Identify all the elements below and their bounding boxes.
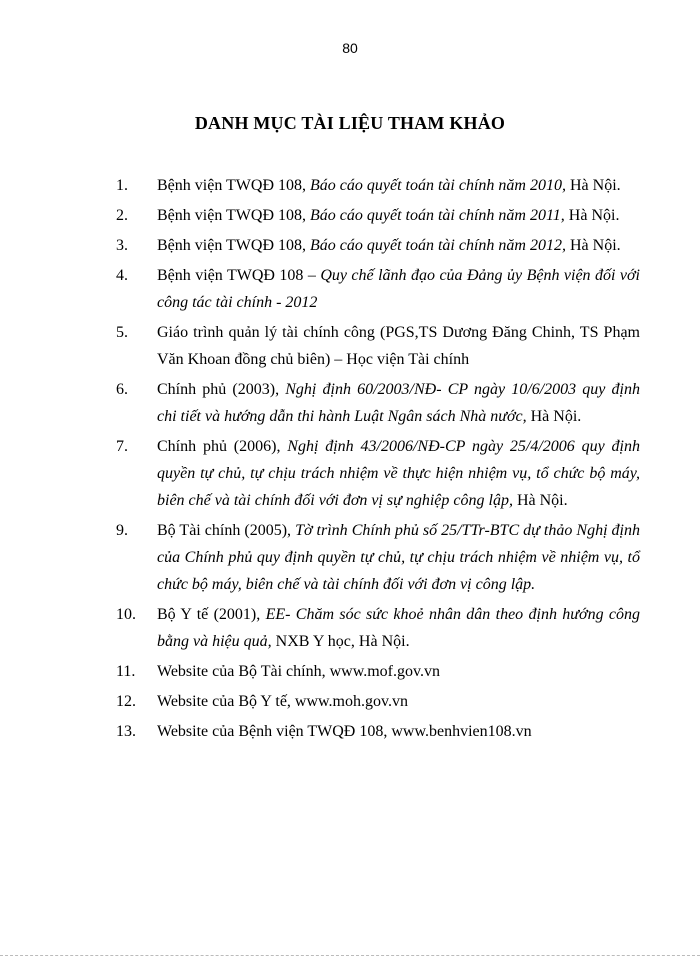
reference-number: 6. xyxy=(116,381,128,398)
reference-text xyxy=(157,172,640,199)
reference-item xyxy=(110,376,640,430)
reference-text xyxy=(157,517,640,598)
reference-text-segment: Bệnh viện TWQĐ 108, xyxy=(157,207,311,224)
reference-item xyxy=(110,517,640,598)
reference-number: 4. xyxy=(116,267,128,284)
reference-item xyxy=(110,433,640,514)
reference-text-segment: Website của Bộ Tài chính, www.mof.gov.vn xyxy=(157,663,440,680)
reference-title-italic: Quy chế lãnh đạo của Đảng ủy Bệnh viện đối với công tác tài chính - 2012 xyxy=(157,267,641,311)
reference-text xyxy=(157,658,640,685)
page-bottom-divider xyxy=(0,955,700,956)
reference-text xyxy=(157,601,640,655)
reference-number: 5. xyxy=(116,324,128,341)
reference-item xyxy=(110,319,640,373)
reference-title-italic: Báo cáo quyết toán tài chính năm 2012, xyxy=(310,237,566,254)
reference-number: 1. xyxy=(116,177,128,194)
reference-text xyxy=(157,376,640,430)
reference-number: 2. xyxy=(116,207,128,224)
reference-number: 12. xyxy=(116,693,136,710)
reference-item xyxy=(110,172,640,199)
reference-text-segment: Bệnh viện TWQĐ 108, xyxy=(157,237,311,254)
reference-title-italic: Báo cáo quyết toán tài chính năm 2011, xyxy=(310,207,565,224)
reference-text-segment: NXB Y học, Hà Nội. xyxy=(271,633,410,650)
page-title: DANH MỤC TÀI LIỆU THAM KHẢO xyxy=(194,113,506,133)
reference-text xyxy=(157,433,640,514)
reference-title-italic: Tờ trình Chính phủ số 25/TTr-BTC dự thảo Nghị định của Chính phủ quy định quyền tự chủ, tự chịu trách nhiệm về nhiệm vụ, tổ chức bộ máy, biên chế và tài chính đối với đơn vị công lập. xyxy=(157,522,641,593)
reference-text xyxy=(157,232,640,259)
reference-item xyxy=(110,202,640,229)
reference-item xyxy=(110,718,640,745)
reference-item xyxy=(110,688,640,715)
reference-text xyxy=(157,319,640,373)
reference-text-segment: Hà Nội. xyxy=(564,207,620,224)
reference-text xyxy=(157,202,640,229)
reference-title-italic: Nghị định 60/2003/NĐ- CP ngày 10/6/2003 quy định chi tiết và hướng dẫn thi hành Luật Ngân sách Nhà nước, xyxy=(157,381,640,425)
reference-text-segment: Bệnh viện TWQĐ 108 – xyxy=(157,267,321,284)
reference-text-segment: Hà Nội. xyxy=(565,177,621,194)
page-number: 80 xyxy=(342,40,358,56)
reference-number: 7. xyxy=(116,438,128,455)
reference-number: 11. xyxy=(116,663,136,680)
reference-title-italic: EE- Chăm sóc sức khoẻ nhân dân theo định hướng công bằng và hiệu quả, xyxy=(157,606,640,650)
reference-text-segment: Website của Bệnh viện TWQĐ 108, www.benhvien108.vn xyxy=(157,723,532,740)
reference-item xyxy=(110,232,640,259)
reference-text-segment: Hà Nội. xyxy=(526,408,582,425)
reference-text-segment: Bộ Y tế (2001), xyxy=(157,606,266,623)
reference-text-segment: Chính phủ (2003), xyxy=(157,381,286,398)
reference-text-segment: Bệnh viện TWQĐ 108, xyxy=(157,177,311,194)
reference-text-segment: Giáo trình quản lý tài chính công (PGS,TS Dương Đăng Chinh, TS Phạm Văn Khoan đồng chủ biên) – Học viện Tài chính xyxy=(157,324,640,368)
reference-list xyxy=(110,172,640,748)
reference-text xyxy=(157,262,640,316)
reference-item xyxy=(110,658,640,685)
reference-item xyxy=(110,262,640,316)
reference-text-segment: Chính phủ (2006), xyxy=(157,438,288,455)
reference-text xyxy=(157,688,640,715)
reference-item xyxy=(110,601,640,655)
reference-text-segment: Hà Nội. xyxy=(512,492,568,509)
reference-text-segment: Bộ Tài chính (2005), xyxy=(157,522,296,539)
reference-text-segment: Hà Nội. xyxy=(565,237,621,254)
reference-text xyxy=(157,718,640,745)
reference-number: 3. xyxy=(116,237,128,254)
reference-title-italic: Nghị định 43/2006/NĐ-CP ngày 25/4/2006 quy định quyền tự chủ, tự chịu trách nhiệm về thực hiện nhiệm vụ, tổ chức bộ máy, biên chế và tài chính đối với đơn vị sự nghiệp công lập, xyxy=(157,438,640,509)
reference-number: 9. xyxy=(116,522,128,539)
reference-number: 10. xyxy=(116,606,136,623)
reference-text-segment: Website của Bộ Y tế, www.moh.gov.vn xyxy=(157,693,408,710)
reference-number: 13. xyxy=(116,723,136,740)
reference-title-italic: Báo cáo quyết toán tài chính năm 2010, xyxy=(310,177,566,194)
